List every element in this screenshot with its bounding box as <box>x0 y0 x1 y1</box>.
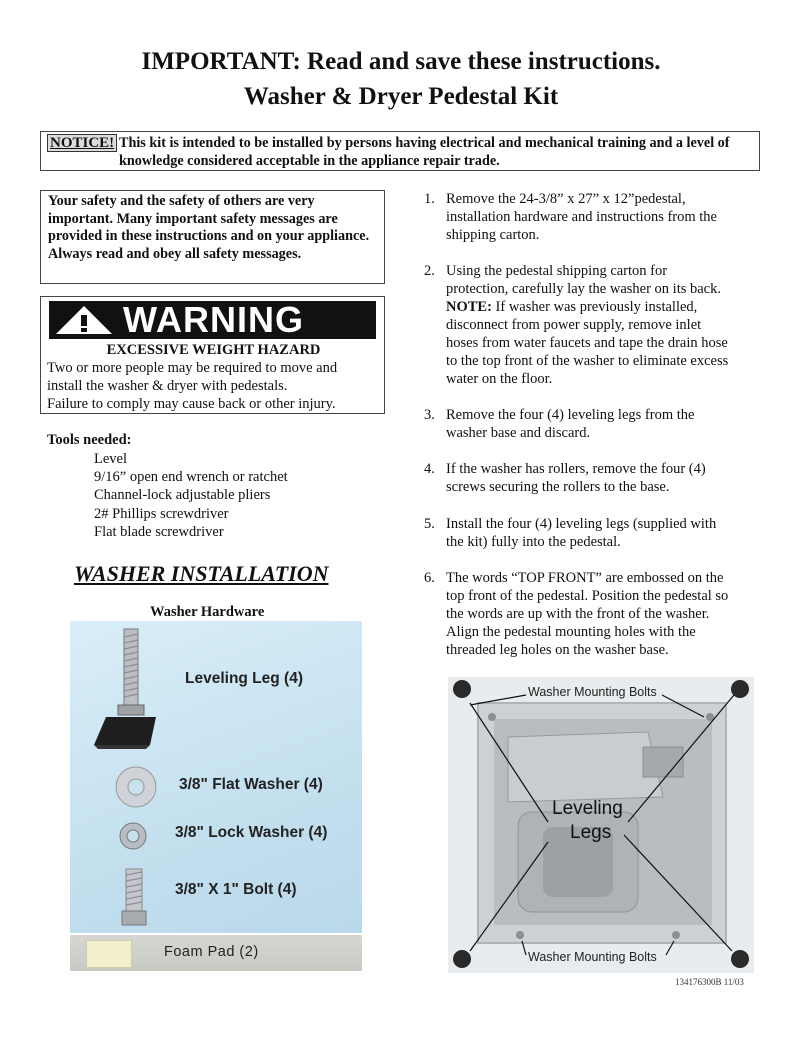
foam-pad-illustration <box>86 940 132 968</box>
notice-text: This kit is intended to be installed by persons having electrical and mechanical training and a level of knowledge considered acceptable in the appliance repair trade. <box>119 135 730 169</box>
step-item <box>424 262 764 388</box>
step-number: 1. <box>424 191 435 207</box>
tool-item: Level <box>94 451 128 467</box>
hardware-label: 3/8" Lock Washer (4) <box>175 824 328 841</box>
warning-line: install the washer & dryer with pedestals. <box>47 378 288 394</box>
step-line: water on the floor. <box>446 371 553 387</box>
step-line: Align the pedestal mounting holes with the <box>446 624 696 640</box>
tool-item: Channel-lock adjustable pliers <box>94 487 271 503</box>
hazard-title: EXCESSIVE WEIGHT HAZARD <box>106 342 321 358</box>
document-code: 134176300B 11/03 <box>675 977 744 987</box>
foam-pad-strip <box>70 935 362 971</box>
washer-hardware-label: Washer Hardware <box>150 604 265 620</box>
step-line: the words are up with the front of the washer. <box>446 606 710 622</box>
step-line: Remove the four (4) leveling legs from the <box>446 407 695 423</box>
step-item <box>424 190 764 244</box>
step-item <box>424 569 764 659</box>
step-item <box>424 515 764 551</box>
step-number: 3. <box>424 407 435 423</box>
notice-tag: NOTICE! <box>47 134 117 152</box>
step-line: protection, carefully lay the washer on its back. <box>446 281 721 297</box>
step-line: to the top front of the washer to eliminate excess <box>446 353 729 369</box>
step-item <box>424 406 764 442</box>
step-line: washer base and discard. <box>446 425 591 441</box>
diagram-label-bottom: Washer Mounting Bolts <box>528 950 657 964</box>
step-line: hoses from water faucets and tape the drain hose <box>446 335 728 351</box>
warning-box <box>40 296 385 414</box>
bolt-illustration <box>122 869 146 925</box>
page-subtitle: Washer & Dryer Pedestal Kit <box>243 83 559 110</box>
warning-body <box>47 359 382 413</box>
tools-title: Tools needed: <box>47 432 132 448</box>
lock-washer-illustration <box>120 823 146 849</box>
diagram-label-center: Legs <box>570 822 612 843</box>
step-number: 4. <box>424 461 435 477</box>
step-number: 5. <box>424 516 435 532</box>
step-line: disconnect from power supply, remove inlet <box>446 317 702 333</box>
notice-box <box>40 131 760 171</box>
step-line: threaded leg holes on the washer base. <box>446 642 669 658</box>
step-line: the kit) fully into the pedestal. <box>446 534 621 550</box>
step-line: Using the pedestal shipping carton for <box>446 263 668 279</box>
warning-triangle-icon <box>55 305 113 335</box>
step-line: If washer was previously installed, <box>495 299 698 315</box>
hardware-photo <box>70 621 362 933</box>
tool-item: Flat blade screwdriver <box>94 524 224 540</box>
hardware-label: Leveling Leg (4) <box>185 670 303 687</box>
step-line: top front of the pedestal. Position the pedestal so <box>446 588 729 604</box>
step-line: The words “TOP FRONT” are embossed on the <box>446 570 724 586</box>
step-line: If the washer has rollers, remove the four (4) <box>446 461 706 477</box>
note-label: NOTE: <box>446 299 492 315</box>
hardware-label: 3/8" X 1" Bolt (4) <box>175 881 297 898</box>
washer-installation-heading: WASHER INSTALLATION <box>74 561 329 586</box>
flat-washer-illustration <box>116 767 156 807</box>
page-title: IMPORTANT: Read and save these instructions. <box>141 48 661 75</box>
warning-banner-text: WARNING <box>123 299 304 340</box>
step-item <box>424 460 764 496</box>
warning-banner <box>49 301 376 339</box>
step-number: 6. <box>424 570 435 586</box>
tool-item: 9/16” open end wrench or ratchet <box>94 469 288 485</box>
diagram-label-top: Washer Mounting Bolts <box>528 685 657 699</box>
tool-item: 2# Phillips screwdriver <box>94 506 229 522</box>
leveling-leg-illustration <box>94 629 156 749</box>
diagram-label-center: Leveling <box>552 798 623 819</box>
step-line: screws securing the rollers to the base. <box>446 479 670 495</box>
warning-line: Failure to comply may cause back or other injury. <box>47 396 336 412</box>
step-line: Install the four (4) leveling legs (supplied with <box>446 516 717 532</box>
warning-line: Two or more people may be required to move and <box>47 360 338 376</box>
hardware-label: 3/8" Flat Washer (4) <box>179 776 323 793</box>
step-line: shipping carton. <box>446 227 540 243</box>
safety-message-box: Your safety and the safety of others are very important. Many important safety messages are provided in these instructions and on your appliance. Always read and obey all safety messages. <box>40 190 385 284</box>
step-line: installation hardware and instructions from the <box>446 209 717 225</box>
step-number: 2. <box>424 263 435 279</box>
hardware-label: Foam Pad (2) <box>164 944 259 960</box>
pedestal-diagram-photo <box>448 677 754 973</box>
step-line: Remove the 24-3/8” x 27” x 12”pedestal, <box>446 191 686 207</box>
